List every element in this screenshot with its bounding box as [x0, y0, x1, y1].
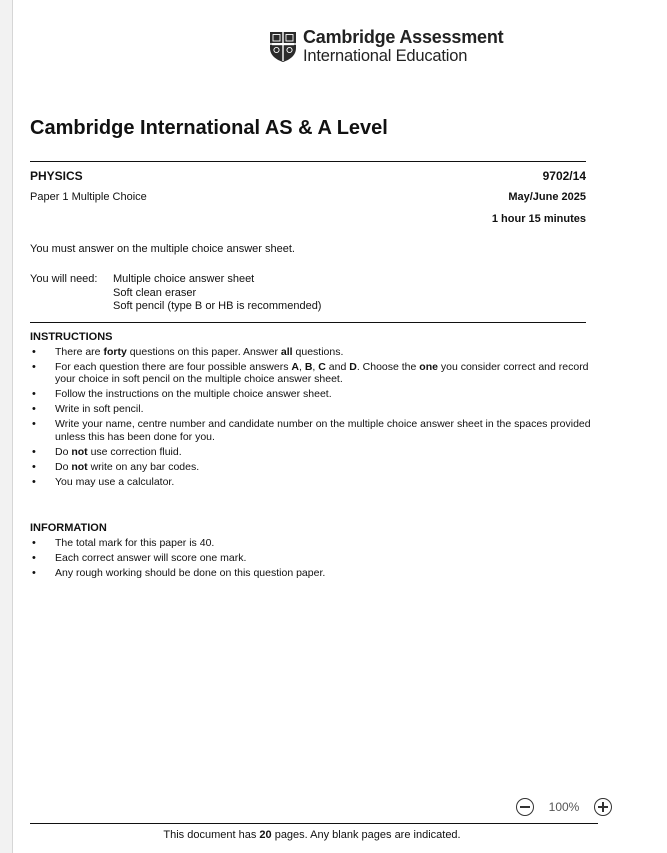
information-heading: INFORMATION — [30, 522, 107, 534]
zoom-in-icon[interactable] — [594, 798, 612, 816]
exam-duration: 1 hour 15 minutes — [491, 213, 586, 225]
materials-list — [113, 273, 321, 314]
instruction-item: • Write in soft pencil. — [30, 403, 595, 415]
materials-label: You will need: — [30, 273, 98, 285]
instructions-rule — [30, 322, 586, 323]
information-item: • The total mark for this paper is 40. — [30, 537, 595, 549]
zoom-out-icon[interactable] — [516, 798, 534, 816]
viewer-left-gutter — [0, 0, 13, 853]
page-count: 20 — [259, 829, 272, 841]
footer-rule — [30, 823, 598, 824]
instructions-list — [30, 346, 595, 491]
header-rule-top — [30, 161, 586, 162]
instructions-heading: INSTRUCTIONS — [30, 331, 113, 343]
crest-icon — [269, 31, 297, 63]
logo-line-2: International Education — [303, 47, 468, 65]
information-list — [30, 537, 595, 582]
logo-line-1: Cambridge Assessment — [303, 27, 504, 47]
zoom-level: 100% — [548, 800, 580, 814]
instruction-item: • Follow the instructions on the multiple choice answer sheet. — [30, 388, 595, 400]
document-page — [13, 0, 667, 853]
qualification-title: Cambridge International AS & A Level — [30, 117, 388, 139]
page-count-note: This document has 20 pages. Any blank pages are indicated. — [163, 829, 461, 841]
paper-name: Paper 1 Multiple Choice — [30, 191, 147, 203]
information-item: • Any rough working should be done on this question paper. — [30, 567, 595, 579]
information-item: • Each correct answer will score one mark. — [30, 552, 595, 564]
cambridge-logo — [269, 28, 503, 66]
instruction-item: • Do not write on any bar codes. — [30, 461, 595, 473]
paper-code: 9702/14 — [542, 169, 586, 183]
zoom-control — [516, 798, 612, 816]
material-item: Soft clean eraser — [113, 286, 197, 299]
subject-name: PHYSICS — [30, 169, 83, 183]
instruction-item: • For each question there are four possible answers A, B, C and D. Choose the one you consider correct and record your choice in soft pencil on the multiple choice answer sheet. — [30, 361, 595, 386]
exam-session: May/June 2025 — [508, 191, 586, 203]
instruction-item: • Do not use correction fluid. — [30, 446, 595, 458]
material-item: Multiple choice answer sheet — [113, 273, 255, 285]
materials-needed — [30, 273, 321, 314]
instruction-item: • Write your name, centre number and candidate number on the multiple choice answer sheet in the spaces provided unless this has been done for you. — [30, 418, 595, 443]
material-item: Soft pencil (type B or HB is recommended) — [113, 300, 322, 312]
answer-sheet-note: You must answer on the multiple choice answer sheet. — [30, 243, 295, 255]
instruction-item: • You may use a calculator. — [30, 476, 595, 488]
instruction-item: • There are forty questions on this paper. Answer all questions. — [30, 346, 595, 358]
